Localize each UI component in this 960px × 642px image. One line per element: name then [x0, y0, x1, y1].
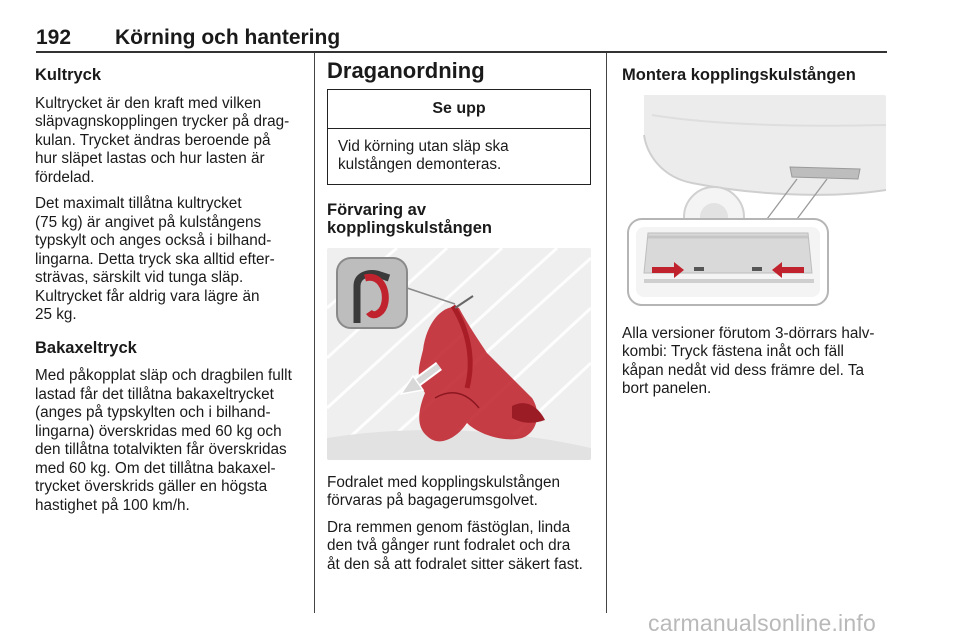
column-2: [327, 58, 592, 582]
page-header: [36, 24, 888, 52]
heading-forvaring: Förvaring av kopplingskulstången: [327, 200, 493, 237]
heading-montera: Montera kopplingskulstången: [622, 66, 856, 84]
storage-bag-illustration: [327, 248, 591, 460]
chapter-title: Körning och hantering: [115, 26, 341, 49]
paragraph: Kultrycket är den kraft med vilken släpvagnskopplingen trycker på drag- kulan. Trycket ändras beroende på hur släpet lastas och hur lasten är fördelad.: [35, 94, 290, 186]
watermark: carmanualsonline.info: [648, 610, 876, 636]
paragraph: Det maximalt tillåtna kultrycket (75 kg) är angivet på kulstångens typskylt och anges också i bilhand- lingarna. Detta tryck ska alltid efter- strävas, särskilt vid tunga släp. Kultrycket får aldrig vara lägre än 25 kg.: [35, 195, 275, 323]
caution-title: Se upp: [328, 90, 590, 129]
paragraph: Dra remmen genom fästöglan, linda den två gånger runt fodralet och dra åt den så att fodralet sitter säkert fast.: [327, 518, 583, 573]
heading-kultryck: Kultryck: [35, 66, 102, 84]
column-1: [35, 66, 303, 523]
paragraph: Med påkopplat släp och dragbilen fullt lastad får det tillåtna bakaxeltrycket (anges på typskylten och i bilhand- lingarna) överskridas med 60 kg och den tillåtna totalvikten får överskridas med 60 kg. Om det tillåtna bakaxel- trycket överskrids gäller en högsta hastighet på 100 km/h.: [35, 367, 292, 514]
column-divider-2: [606, 53, 607, 613]
bumper-cover-illustration: [622, 95, 886, 307]
caution-box: [327, 89, 591, 185]
heading-bakaxeltryck: Bakaxeltryck: [35, 338, 137, 357]
page-number: 192: [36, 26, 72, 49]
caution-text: Vid körning utan släp ska kulstången demonteras.: [338, 137, 509, 173]
section-title: Draganordning: [327, 58, 485, 83]
column-divider-1: [314, 53, 315, 613]
paragraph: Alla versioner förutom 3-dörrars halv- kombi: Tryck fästena inåt och fäll kåpan nedåt vid dess främre del. Ta bort panelen.: [622, 324, 875, 397]
column-3: [622, 66, 890, 407]
paragraph: Fodralet med kopplingskulstången förvaras på bagagerumsgolvet.: [327, 473, 560, 509]
header-rule: [36, 51, 887, 53]
